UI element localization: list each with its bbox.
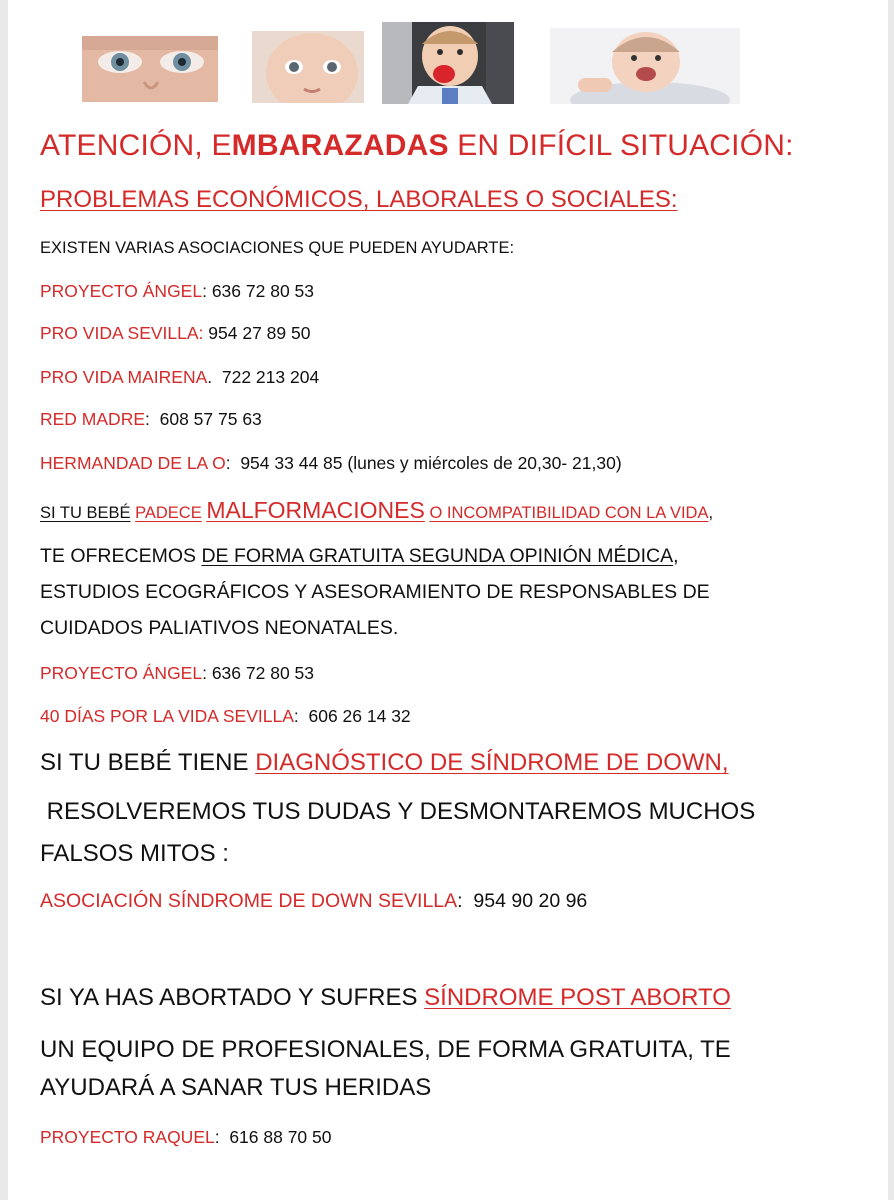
contact-phone: 616 88 70 50 bbox=[229, 1127, 332, 1147]
down-line-2: RESOLVEREMOS TUS DUDAS Y DESMONTAREMOS MUCHOS bbox=[40, 798, 756, 825]
contact-row: ASOCIACIÓN SÍNDROME DE DOWN SEVILLA: 954 90 20 96 bbox=[40, 890, 588, 912]
contact-row: HERMANDAD DE LA O: 954 33 44 85 (lunes y miércoles de 20,30- 21,30) bbox=[40, 453, 622, 473]
contact-phone: 636 72 80 53 bbox=[211, 663, 315, 683]
contact-name: PRO VIDA MAIRENA bbox=[40, 367, 208, 387]
section-lead-post-abortion: SI YA HAS ABORTADO Y SUFRES SÍNDROME POST ABORTO bbox=[40, 984, 731, 1011]
page-title: ATENCIÓN, EMBARAZADAS EN DIFÍCIL SITUACIÓN: bbox=[40, 129, 794, 162]
contact-phone: 954 27 89 50 bbox=[208, 323, 311, 343]
contact-phone: 954 90 20 96 bbox=[473, 890, 588, 912]
smiling-baby-photo bbox=[550, 28, 740, 104]
contact-row: PRO VIDA MAIRENA. 722 213 204 bbox=[40, 367, 320, 387]
contact-phone: 722 213 204 bbox=[221, 367, 320, 387]
contact-phone: 606 26 14 32 bbox=[308, 706, 411, 726]
contact-row: PROYECTO ÁNGEL: 636 72 80 53 bbox=[40, 663, 315, 683]
contact-name: PROYECTO ÁNGEL bbox=[40, 281, 203, 301]
contact-name: HERMANDAD DE LA O bbox=[40, 453, 226, 473]
baby-eyes-photo bbox=[82, 36, 218, 102]
post-abortion-line-3: AYUDARÁ A SANAR TUS HERIDAS bbox=[40, 1074, 432, 1101]
baby-pacifier-photo bbox=[382, 22, 514, 104]
section-lead-down: SI TU BEBÉ TIENE DIAGNÓSTICO DE SÍNDROME DE DOWN, bbox=[40, 749, 729, 776]
contact-row bbox=[40, 323, 310, 344]
contact-phone: 636 72 80 53 bbox=[211, 281, 315, 301]
contact-phone: 608 57 75 63 bbox=[159, 409, 262, 429]
contact-phone: 954 33 44 85 (lunes y miércoles de 20,30- 21,30) bbox=[240, 453, 622, 473]
contact-row: PROYECTO ÁNGEL: 636 72 80 53 bbox=[40, 281, 315, 301]
contact-name: PROYECTO ÁNGEL bbox=[40, 663, 203, 683]
contact-name: ASOCIACIÓN SÍNDROME DE DOWN SEVILLA bbox=[40, 890, 458, 912]
contact-name: PRO VIDA SEVILLA: bbox=[40, 323, 204, 343]
contact-row: 40 DÍAS POR LA VIDA SEVILLA: 606 26 14 32 bbox=[40, 706, 411, 726]
section-intro: EXISTEN VARIAS ASOCIACIONES QUE PUEDEN AYUDARTE: bbox=[40, 239, 515, 257]
offer-line-3: CUIDADOS PALIATIVOS NEONATALES. bbox=[40, 617, 399, 639]
contact-name: PROYECTO RAQUEL bbox=[40, 1127, 215, 1147]
flyer-page bbox=[8, 0, 888, 1200]
section-heading-economic: PROBLEMAS ECONÓMICOS, LABORALES O SOCIALES: bbox=[40, 186, 678, 213]
down-line-3: FALSOS MITOS : bbox=[40, 840, 229, 867]
contact-row: PROYECTO RAQUEL: 616 88 70 50 bbox=[40, 1127, 332, 1147]
offer-line-1: TE OFRECEMOS DE FORMA GRATUITA SEGUNDA OPINIÓN MÉDICA, bbox=[40, 545, 679, 567]
post-abortion-line-2: UN EQUIPO DE PROFESIONALES, DE FORMA GRATUITA, TE bbox=[40, 1036, 731, 1063]
contact-row: RED MADRE: 608 57 75 63 bbox=[40, 409, 262, 429]
section-lead-malformations: SI TU BEBÉ PADECE MALFORMACIONES O INCOMPATIBILIDAD CON LA VIDA, bbox=[40, 497, 714, 523]
contact-name: 40 DÍAS POR LA VIDA SEVILLA bbox=[40, 706, 294, 726]
offer-line-2: ESTUDIOS ECOGRÁFICOS Y ASESORAMIENTO DE RESPONSABLES DE bbox=[40, 581, 710, 603]
contact-name: RED MADRE bbox=[40, 409, 146, 429]
baby-face-photo bbox=[252, 31, 364, 103]
